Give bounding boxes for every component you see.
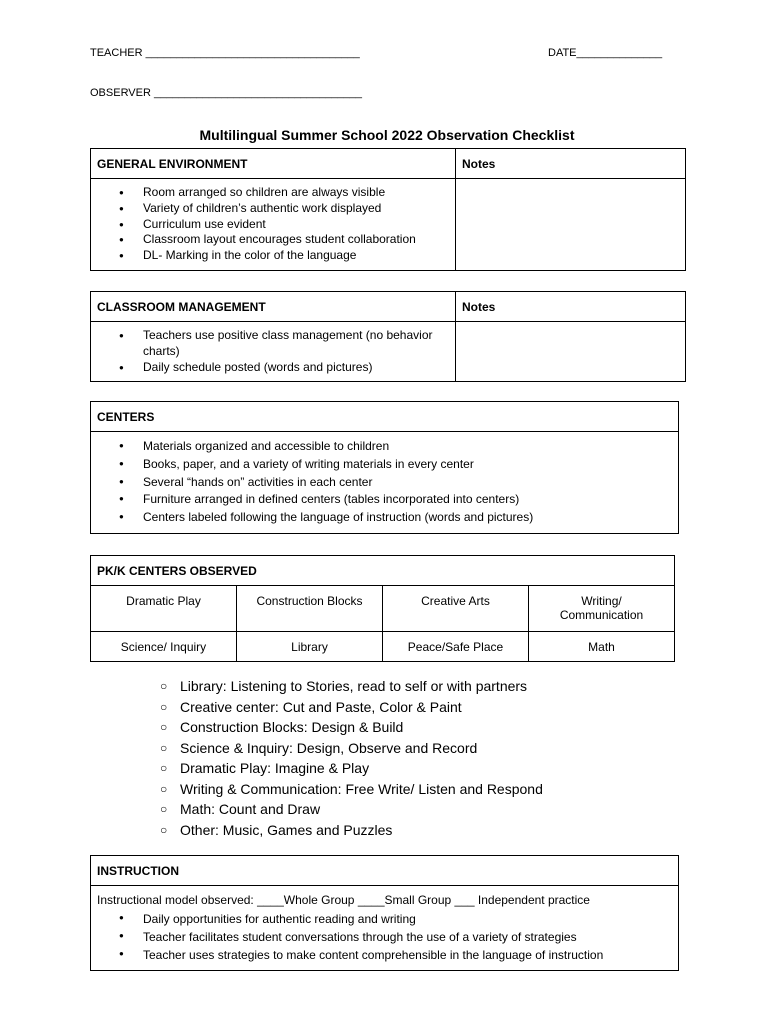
list-item: ● Books, paper, and a variety of writing materials in every center [111,456,678,474]
centers-table [90,401,679,534]
list-item: ○ Construction Blocks: Design & Build [160,717,543,738]
list-item: ○ Creative center: Cut and Paste, Color & Paint [160,697,543,718]
pkk-centers-table [90,555,675,662]
classroom-management-list [91,322,455,381]
classroom-management-table [90,291,686,382]
center-cell: Writing/ Communication [529,586,675,632]
list-item: ● Teacher facilitates student conversations through the use of a variety of strategies [111,928,678,946]
list-item: ● Daily opportunities for authentic reading and writing [111,910,678,928]
list-item: ○ Writing & Communication: Free Write/ Listen and Respond [160,779,543,800]
notes-cell[interactable] [456,322,686,382]
list-item: ○ Other: Music, Games and Puzzles [160,820,543,841]
list-item: ● Daily schedule posted (words and pictures) [111,360,435,376]
date-field: DATE______________ [548,47,663,59]
list-item: ● DL- Marking in the color of the language [111,248,455,264]
center-descriptions-list [160,676,543,840]
list-item: ● Materials organized and accessible to children [111,438,678,456]
general-environment-list [91,179,455,270]
center-cell: Library [237,632,383,662]
center-cell: Science/ Inquiry [91,632,237,662]
general-environment-heading: GENERAL ENVIRONMENT [91,149,456,179]
center-cell: Construction Blocks [237,586,383,632]
instruction-list [91,908,678,970]
general-environment-table [90,148,686,271]
classroom-management-heading: CLASSROOM MANAGEMENT [91,292,456,322]
page-title: Multilingual Summer School 2022 Observation Checklist [199,127,575,143]
centers-list [91,432,678,533]
list-item: ● Furniture arranged in defined centers (tables incorporated into centers) [111,491,678,509]
list-item: ● Centers labeled following the language of instruction (words and pictures) [111,509,678,527]
list-item: ● Curriculum use evident [111,217,455,233]
center-cell: Math [529,632,675,662]
teacher-field: TEACHER ___________________________________ [90,47,360,59]
center-cell: Peace/Safe Place [383,632,529,662]
list-item: ● Classroom layout encourages student collaboration [111,232,455,248]
observer-field: OBSERVER __________________________________ [90,87,362,99]
notes-heading: Notes [456,292,686,322]
list-item: ● Room arranged so children are always visible [111,185,455,201]
list-item: ● Variety of children’s authentic work displayed [111,201,455,217]
instruction-heading: INSTRUCTION [91,856,679,886]
list-item: ○ Math: Count and Draw [160,799,543,820]
list-item: ● Teacher uses strategies to make content comprehensible in the language of instruction [111,946,678,964]
list-item: ○ Library: Listening to Stories, read to self or with partners [160,676,543,697]
notes-heading: Notes [456,149,686,179]
instruction-table [90,855,679,971]
list-item: ○ Science & Inquiry: Design, Observe and Record [160,738,543,759]
instructional-model-line: Instructional model observed: ____Whole Group ____Small Group ___ Independent practice [97,893,590,907]
list-item: ● Several “hands on” activities in each center [111,474,678,492]
list-item: ● Teachers use positive class management (no behavior charts) [111,328,435,360]
list-item: ○ Dramatic Play: Imagine & Play [160,758,543,779]
center-cell: Creative Arts [383,586,529,632]
centers-heading: CENTERS [91,402,679,432]
notes-cell[interactable] [456,179,686,271]
pkk-centers-heading: PK/K CENTERS OBSERVED [91,556,675,586]
center-cell: Dramatic Play [91,586,237,632]
